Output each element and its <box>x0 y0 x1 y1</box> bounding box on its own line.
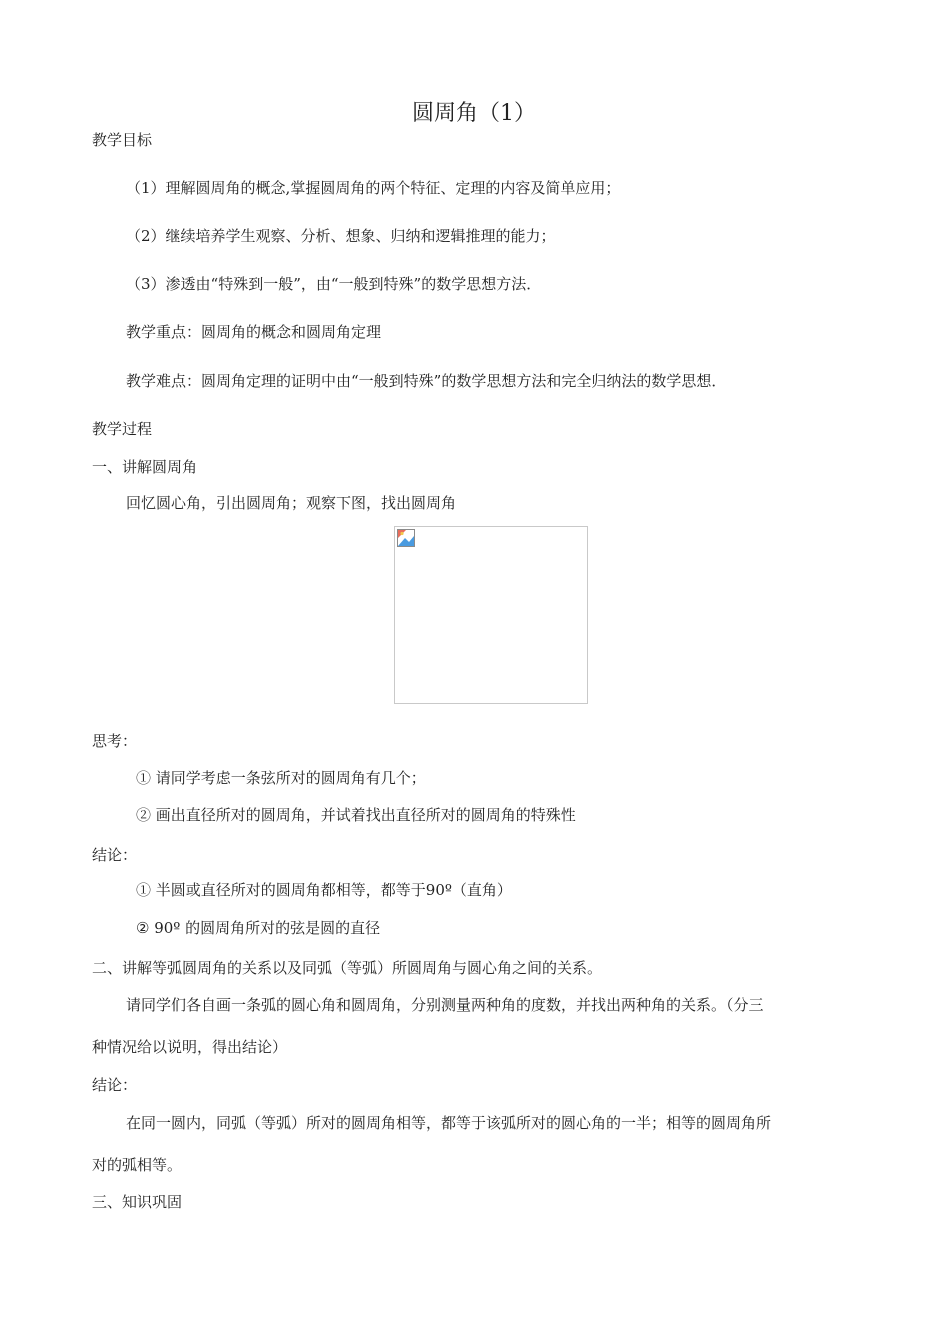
think-item: ② 画出直径所对的圆周角，并试着找出直径所对的圆周角的特殊性 <box>136 806 576 824</box>
section2-conclusion: 对的弧相等。 <box>92 1156 183 1174</box>
conclusion-item: ② 90º 的圆周角所对的弦是圆的直径 <box>136 919 381 937</box>
section2-paragraph: 种情况给以说明，得出结论） <box>92 1038 288 1056</box>
key-point: 教学重点：圆周角的概念和圆周角定理 <box>126 323 382 341</box>
conclusion-label: 结论： <box>92 846 138 864</box>
section2-conclusion: 在同一圆内，同弧（等弧）所对的圆周角相等，都等于该弧所对的圆心角的一半；相等的圆周角所 <box>126 1114 772 1132</box>
difficulty: 教学难点：圆周角定理的证明中由“一般到特殊”的数学思想方法和完全归纳法的数学思想． <box>126 372 727 390</box>
think-label: 思考： <box>92 732 138 750</box>
goal-item: （3）渗透由“特殊到一般”，由“一般到特殊”的数学思想方法． <box>126 275 542 293</box>
process-heading: 教学过程 <box>92 420 153 438</box>
conclusion-item: ① 半圆或直径所对的圆周角都相等，都等于90º（直角） <box>136 881 512 899</box>
broken-image-icon <box>397 529 415 547</box>
conclusion-label: 结论： <box>92 1076 138 1094</box>
figure-placeholder <box>394 526 588 704</box>
goals-heading: 教学目标 <box>92 131 153 149</box>
section2-paragraph: 请同学们各自画一条弧的圆心角和圆周角，分别测量两种角的度数，并找出两种角的关系。（分三 <box>126 996 764 1014</box>
section2-heading: 二、讲解等弧圆周角的关系以及同弧（等弧）所圆周角与圆心角之间的关系。 <box>92 959 603 977</box>
section3-heading: 三、知识巩固 <box>92 1193 183 1211</box>
think-item: ① 请同学考虑一条弦所对的圆周角有几个； <box>136 769 426 787</box>
page-title: 圆周角（1） <box>412 101 536 126</box>
section1-heading: 一、讲解圆周角 <box>92 458 198 476</box>
goal-item: （2）继续培养学生观察、分析、想象、归纳和逻辑推理的能力； <box>126 227 556 245</box>
goal-item: （1）理解圆周角的概念,掌握圆周角的两个特征、定理的内容及简单应用； <box>126 179 621 197</box>
section1-intro: 回忆圆心角，引出圆周角；观察下图，找出圆周角 <box>126 494 457 512</box>
